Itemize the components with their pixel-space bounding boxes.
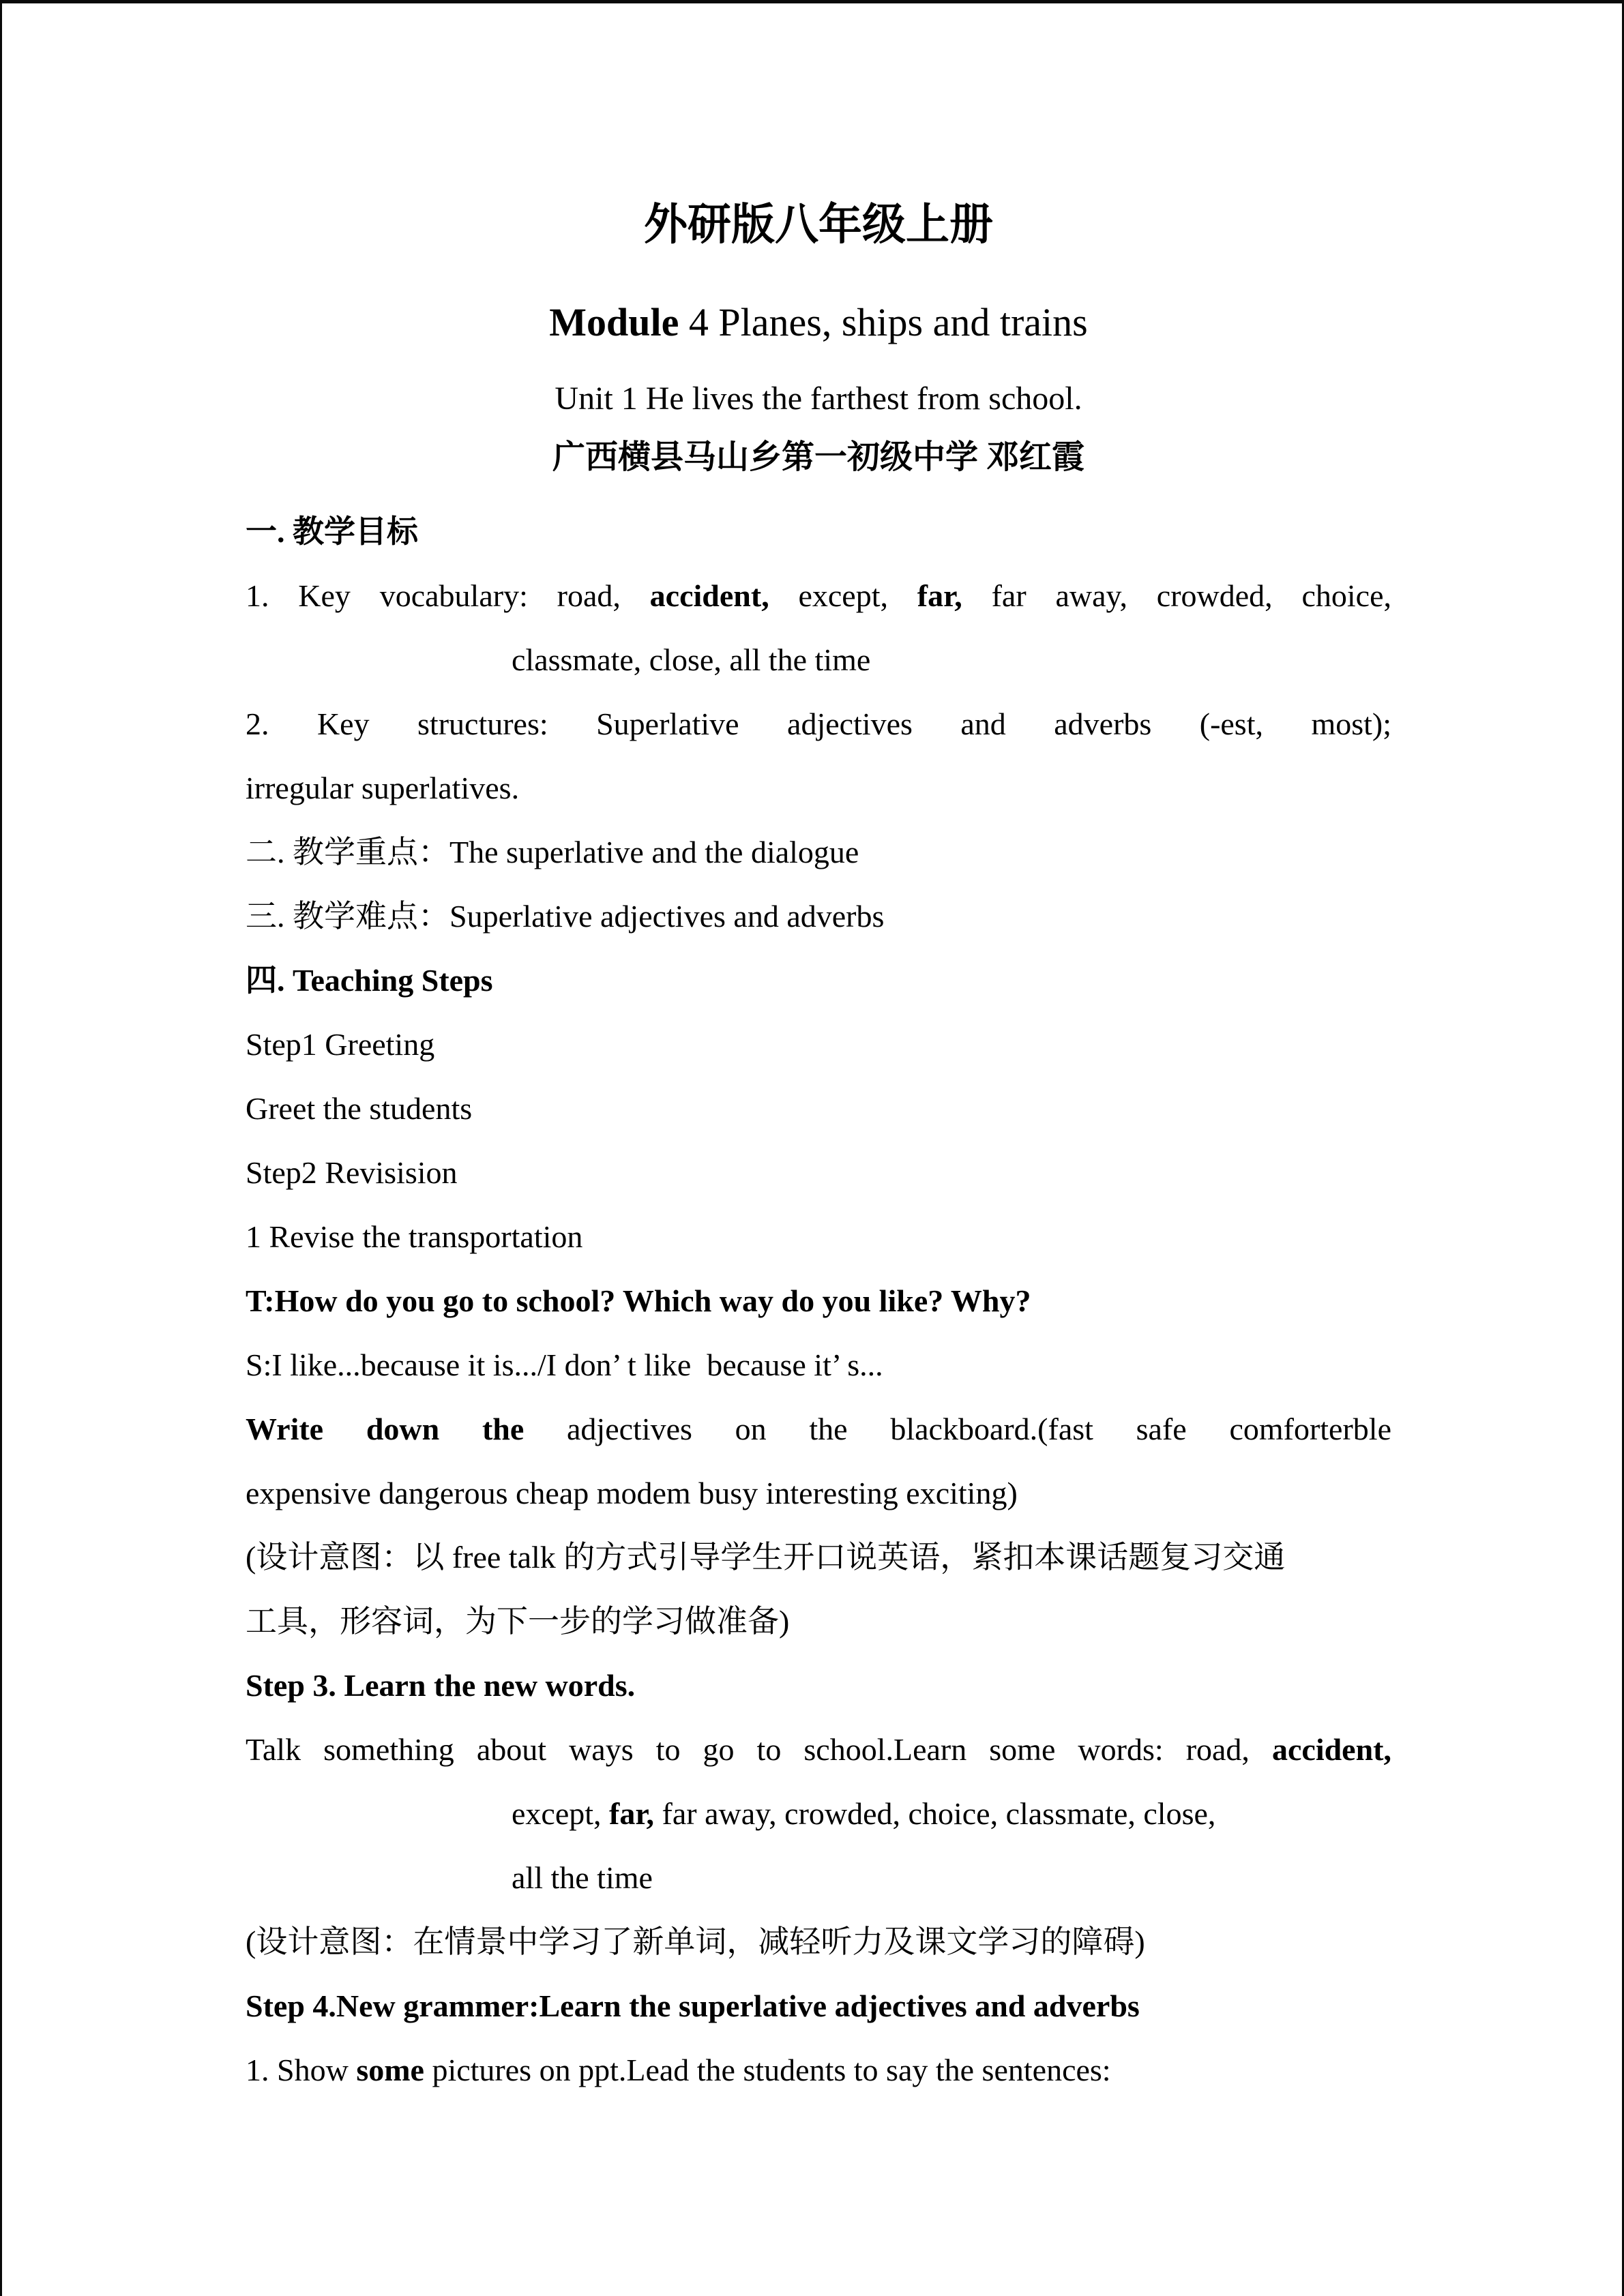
text-line — [246, 1974, 1391, 2038]
text-line — [246, 1782, 1391, 1846]
text-line — [246, 1910, 1391, 1974]
text-line — [246, 1718, 1391, 1782]
text-run: 三. 教学难点：Superlative adjectives and adverbs — [246, 899, 885, 934]
scan-edge-left — [0, 0, 2, 2296]
text-line — [246, 2038, 1391, 2102]
text-run: T:How do you go to school? Which way do you like? Why? — [246, 1283, 1031, 1318]
text-line — [246, 1013, 1391, 1077]
text-line — [246, 1077, 1391, 1141]
text-run: Write down the — [246, 1412, 525, 1446]
text-line — [246, 1590, 1391, 1654]
doc-title: 外研版八年级上册 — [644, 200, 993, 249]
text-run: Step 3. Learn the new words. — [246, 1668, 636, 1703]
text-run: far away, crowded, choice, classmate, close, — [654, 1796, 1216, 1831]
text-run: (设计意图：以 free talk 的方式引导学生开口说英语，紧扣本课话题复习交通 — [246, 1540, 1286, 1575]
text-run: Talk something about ways to go to school.Learn some words: road, — [246, 1732, 1272, 1767]
text-line — [246, 564, 1391, 628]
text-run: except, — [769, 578, 917, 613]
text-run: accident, — [649, 578, 769, 613]
text-line — [246, 500, 1391, 564]
module-title-rest: 4 Planes, ships and trains — [679, 300, 1088, 344]
unit-title: Unit 1 He lives the farthest from school. — [555, 381, 1082, 417]
text-line — [246, 884, 1391, 949]
text-line — [246, 1397, 1391, 1461]
text-run: far away, crowded, choice, — [962, 578, 1391, 613]
module-title — [246, 299, 1391, 346]
text-run: 1. Key vocabulary: road, — [246, 578, 650, 613]
text-line — [246, 1269, 1391, 1333]
text-run: 二. 教学重点：The superlative and the dialogue — [246, 835, 859, 869]
text-line — [246, 1525, 1391, 1590]
text-line — [246, 1846, 1391, 1910]
text-run: pictures on ppt.Lead the students to say the sentences: — [424, 2053, 1111, 2087]
text-run: accident, — [1271, 1732, 1391, 1767]
text-line — [246, 756, 1391, 820]
text-run: 1. Show — [246, 2053, 357, 2087]
document-body — [246, 500, 1391, 2102]
text-run: classmate, close, all the time — [512, 642, 871, 677]
text-run: far, — [609, 1796, 655, 1831]
text-run: Step2 Revisision — [246, 1155, 458, 1190]
text-run: 2. Key structures: Superlative adjectives and adverbs (-est, most); — [246, 706, 1391, 741]
text-run: except, — [512, 1796, 610, 1831]
text-run: expensive dangerous cheap modem busy interesting exciting) — [246, 1476, 1018, 1510]
text-run: all the time — [512, 1860, 653, 1895]
text-line — [246, 1141, 1391, 1205]
text-line — [246, 1205, 1391, 1269]
text-line — [246, 692, 1391, 756]
text-line — [246, 1333, 1391, 1397]
text-run: far, — [917, 578, 962, 613]
text-run: Step 4.New grammer:Learn the superlative adjectives and adverbs — [246, 1988, 1140, 2023]
text-run: (设计意图：在情景中学习了新单词，减轻听力及课文学习的障碍) — [246, 1924, 1145, 1959]
text-run: adjectives on the blackboard.(fast safe comforterble — [524, 1412, 1391, 1446]
school-author-line: 广西横县马山乡第一初级中学 邓红霞 — [552, 439, 1084, 475]
text-run: some — [356, 2053, 424, 2087]
text-line — [246, 628, 1391, 692]
text-run: 1 Revise the transportation — [246, 1219, 583, 1254]
text-line — [246, 1461, 1391, 1525]
text-line — [246, 949, 1391, 1013]
text-run: irregular superlatives. — [246, 771, 520, 805]
text-run: 工具，形容词，为下一步的学习做准备) — [246, 1604, 790, 1639]
text-run: Step1 Greeting — [246, 1027, 435, 1062]
scan-edge-top — [0, 0, 1624, 3]
text-line — [246, 1654, 1391, 1718]
text-run: Greet the students — [246, 1091, 473, 1126]
module-title-bold: Module — [549, 300, 679, 344]
text-run: 四. Teaching Steps — [246, 963, 493, 998]
text-run: 一. 教学目标 — [246, 514, 418, 549]
text-line — [246, 820, 1391, 884]
text-run: S:I like...because it is.../I don’ t like because it’ s... — [246, 1347, 883, 1382]
